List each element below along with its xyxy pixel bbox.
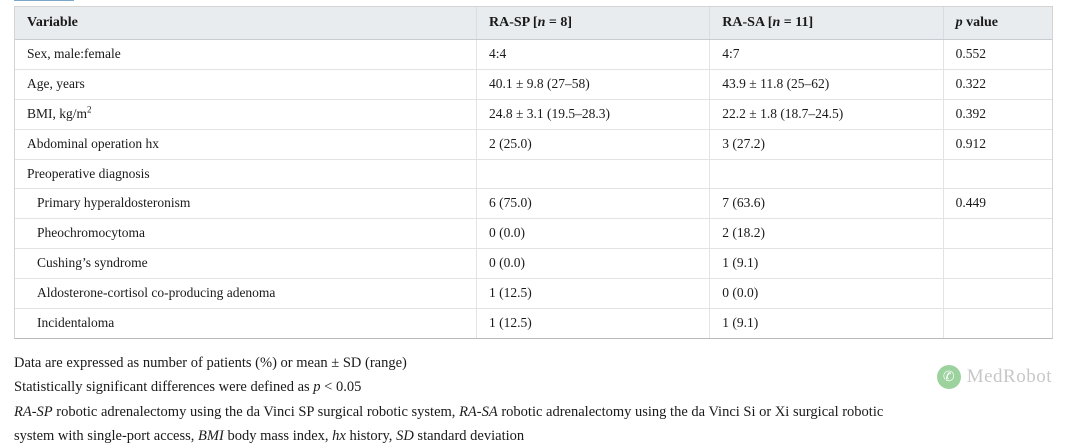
cell-rasa: 7 (63.6) (710, 189, 943, 219)
table-header-row (15, 7, 1052, 40)
abbr-rasa-def-cont: system with single-port access, (14, 428, 199, 445)
column-header-rasp: RA-SP [n = 8] (476, 7, 709, 40)
cell-pvalue: 0.552 (943, 40, 1052, 70)
table-body (15, 40, 1052, 338)
cell-pvalue (943, 308, 1052, 337)
cell-rasp (476, 159, 709, 189)
cell-variable: Cushing’s syndrome (15, 249, 476, 279)
cell-variable: Preoperative diagnosis (15, 159, 476, 189)
abbr-bmi: BMI (198, 428, 224, 445)
cell-rasa: 0 (0.0) (710, 279, 943, 309)
cell-variable: Primary hyperaldosteronism (15, 189, 476, 219)
cell-rasa: 43.9 ± 11.8 (25–62) (710, 69, 943, 99)
cell-rasa: 1 (9.1) (710, 308, 943, 337)
cell-rasp: 0 (0.0) (476, 249, 709, 279)
cell-variable: BMI, $kg/m^2$ (15, 99, 476, 129)
abbr-sd-def: standard deviation (413, 428, 525, 445)
cell-rasa: 2 (18.2) (710, 219, 943, 249)
abbr-hx: hx (332, 428, 346, 445)
comparison-table (15, 7, 1052, 338)
cell-pvalue: 0.449 (943, 189, 1052, 219)
cell-rasp: 2 (25.0) (476, 129, 709, 159)
table-row (15, 279, 1052, 309)
abbr-rasa-def: robotic adrenalectomy using the da Vinci Si or Xi surgical robotic (497, 403, 884, 420)
cell-rasp: 0 (0.0) (476, 219, 709, 249)
cell-rasp: 4:4 (476, 40, 709, 70)
table-row (15, 249, 1052, 279)
table-row (15, 308, 1052, 337)
cell-pvalue: 0.322 (943, 69, 1052, 99)
abbr-bmi-def: body mass index, (223, 428, 333, 445)
cell-variable: Sex, male:female (15, 40, 476, 70)
table-row (15, 189, 1052, 219)
abbr-hx-def: history, (345, 428, 397, 445)
table-header (15, 7, 1052, 40)
footnote-2-ital: p (313, 379, 321, 396)
abbr-rasp-def: robotic adrenalectomy using the da Vinci SP surgical robotic system, (52, 403, 460, 420)
table-row (15, 219, 1052, 249)
abbr-sd: SD (396, 428, 414, 445)
cell-variable: Aldosterone-cortisol co-producing adenoma (15, 279, 476, 309)
table-row (15, 159, 1052, 189)
cell-rasa (710, 159, 943, 189)
watermark-label: MedRobot (966, 366, 1052, 387)
comparison-table-container (14, 6, 1053, 339)
cell-rasp: 1 (12.5) (476, 279, 709, 309)
footnote-line-4 (14, 425, 1066, 447)
table-row (15, 69, 1052, 99)
cell-pvalue (943, 279, 1052, 309)
cell-rasa: 3 (27.2) (710, 129, 943, 159)
cell-rasa: 4:7 (710, 40, 943, 70)
abbr-rasp: RA-SP (14, 403, 53, 420)
top-accent-rule (14, 0, 74, 1)
table-footnotes (14, 352, 1066, 448)
cell-rasp: 6 (75.0) (476, 189, 709, 219)
cell-variable: Pheochromocytoma (15, 219, 476, 249)
cell-rasp: 1 (12.5) (476, 308, 709, 337)
footnote-2-post: < 0.05 (320, 379, 362, 396)
cell-rasa: 1 (9.1) (710, 249, 943, 279)
wechat-icon: ✆ (937, 365, 961, 389)
column-header-rasa: RA-SA [n = 11] (710, 7, 943, 40)
column-header-variable: Variable (15, 7, 476, 40)
cell-pvalue (943, 159, 1052, 189)
footnote-line-3 (14, 401, 1066, 423)
cell-pvalue: 0.912 (943, 129, 1052, 159)
cell-rasa: 22.2 ± 1.8 (18.7–24.5) (710, 99, 943, 129)
cell-pvalue: 0.392 (943, 99, 1052, 129)
column-header-pvalue: p value (943, 7, 1052, 40)
table-row (15, 40, 1052, 70)
abbr-rasa: RA-SA (459, 403, 498, 420)
cell-pvalue (943, 219, 1052, 249)
table-row (15, 99, 1052, 129)
footnote-2-pre: Statistically significant differences were defined as (14, 379, 314, 396)
cell-pvalue (943, 249, 1052, 279)
cell-variable: Incidentaloma (15, 308, 476, 337)
footnote-line-2 (14, 376, 1066, 398)
cell-rasp: 24.8 ± 3.1 (19.5–28.3) (476, 99, 709, 129)
table-row (15, 129, 1052, 159)
cell-rasp: 40.1 ± 9.8 (27–58) (476, 69, 709, 99)
footnote-line-1: Data are expressed as number of patients (%) or mean ± SD (range) (14, 354, 407, 371)
cell-variable: Abdominal operation hx (15, 129, 476, 159)
cell-variable: Age, years (15, 69, 476, 99)
